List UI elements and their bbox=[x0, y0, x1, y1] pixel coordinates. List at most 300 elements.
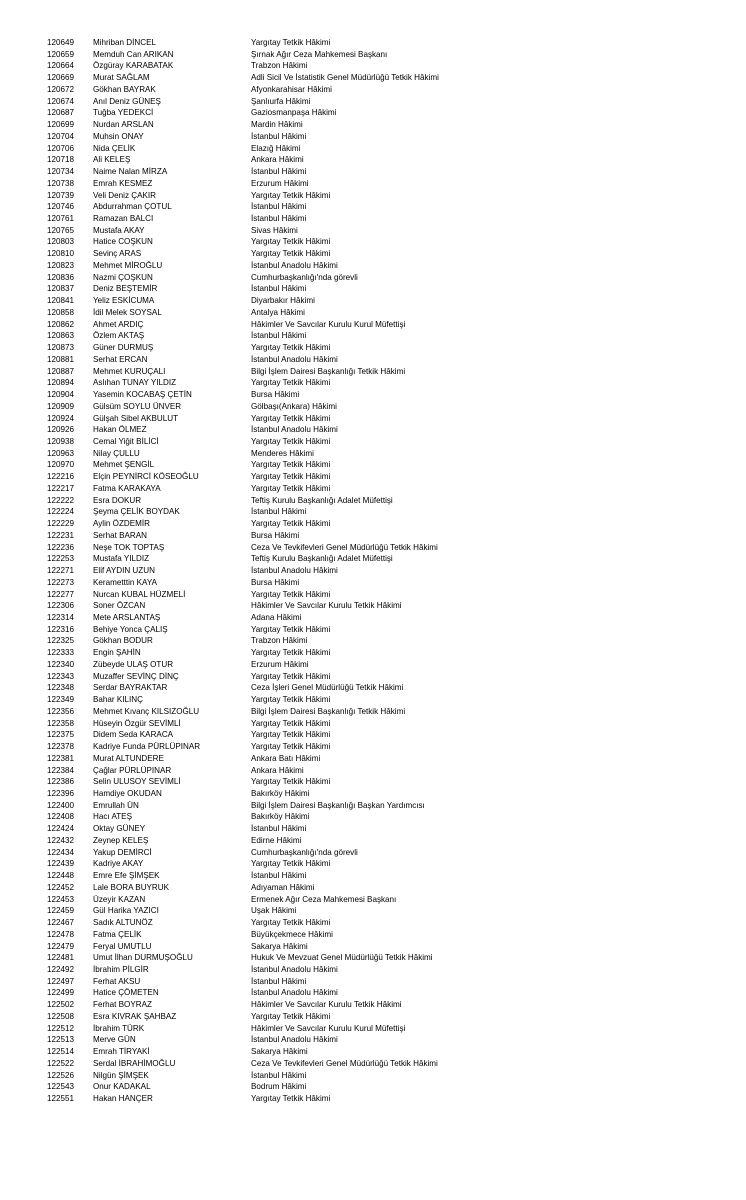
list-row bbox=[0, 741, 746, 753]
registry-number: 122236 bbox=[47, 542, 75, 552]
assigned-post: Bilgi İşlem Dairesi Başkanlığı Tetkik Hâkimi bbox=[251, 706, 406, 716]
assigned-post: Bodrum Hâkimi bbox=[251, 1082, 307, 1092]
registry-number: 120963 bbox=[47, 448, 75, 458]
person-name: Hamdiye OKUDAN bbox=[93, 789, 162, 798]
registry-number: 120734 bbox=[47, 167, 75, 177]
registry-number: 122271 bbox=[47, 566, 75, 576]
assigned-post: Uşak Hâkimi bbox=[251, 906, 297, 916]
registry-number: 120938 bbox=[47, 436, 75, 446]
assigned-post: İstanbul Hâkimi bbox=[251, 976, 307, 986]
list-row bbox=[0, 236, 746, 248]
person-name: Murat SAĞLAM bbox=[93, 73, 150, 83]
registry-number: 120746 bbox=[47, 202, 75, 212]
list-row bbox=[0, 366, 746, 378]
person-name: Zübeyde ULAŞ OTUR bbox=[93, 659, 174, 669]
person-name: Gülşah Sibel AKBULUT bbox=[93, 413, 179, 423]
person-name: Yasemin KOCABAŞ ÇETİN bbox=[93, 390, 192, 400]
list-row bbox=[0, 201, 746, 213]
person-name: Neşe TOK TOPTAŞ bbox=[93, 542, 165, 552]
list-row bbox=[0, 84, 746, 96]
assigned-post: İstanbul Hâkimi bbox=[251, 1070, 307, 1080]
person-name: Serdar BAYRAKTAR bbox=[93, 683, 168, 693]
list-row bbox=[0, 37, 746, 49]
registry-number: 120858 bbox=[47, 307, 75, 317]
person-name: Mustafa YILDIZ bbox=[93, 554, 150, 564]
list-row bbox=[0, 154, 746, 166]
list-row bbox=[0, 776, 746, 788]
assigned-post: Yargıtay Tetkik Hâkimi bbox=[251, 742, 331, 752]
person-name: Üzeyir KAZAN bbox=[93, 894, 146, 904]
list-row bbox=[0, 342, 746, 354]
list-row bbox=[0, 941, 746, 953]
list-row bbox=[0, 929, 746, 941]
list-row bbox=[0, 1081, 746, 1093]
assigned-post: İstanbul Anadolu Hâkimi bbox=[251, 354, 338, 364]
person-name: Soner ÖZCAN bbox=[93, 601, 146, 611]
registry-number: 122217 bbox=[47, 483, 75, 493]
list-row bbox=[0, 635, 746, 647]
registry-number: 122439 bbox=[47, 859, 75, 869]
assigned-post: Yargıtay Tetkik Hâkimi bbox=[251, 730, 331, 740]
assigned-post: İstanbul Hâkimi bbox=[251, 824, 307, 834]
list-row bbox=[0, 506, 746, 518]
person-name: Nida ÇELİK bbox=[93, 143, 136, 153]
person-name: Hacı ATEŞ bbox=[93, 812, 132, 822]
assigned-post: Adli Sicil Ve İstatistik Genel Müdürlüğü Tetkik Hâkimi bbox=[251, 73, 439, 83]
assigned-post: Bilgi İşlem Dairesi Başkanlığı Tetkik Hâkimi bbox=[251, 366, 406, 376]
list-row bbox=[0, 612, 746, 624]
assigned-post: Bakırköy Hâkimi bbox=[251, 812, 310, 822]
list-row bbox=[0, 659, 746, 671]
list-row bbox=[0, 1034, 746, 1046]
person-name: Onur KADAKAL bbox=[93, 1082, 151, 1092]
list-row bbox=[0, 589, 746, 601]
assigned-post: Hukuk Ve Mevzuat Genel Müdürlüğü Tetkik Hâkimi bbox=[251, 953, 433, 963]
list-row bbox=[0, 847, 746, 859]
assigned-post: Trabzon Hâkimi bbox=[251, 636, 308, 646]
registry-number: 122513 bbox=[47, 1035, 75, 1045]
person-name: Gül Harika YAZICI bbox=[93, 906, 159, 916]
person-name: Sevinç ARAS bbox=[93, 249, 142, 259]
list-row bbox=[0, 424, 746, 436]
registry-number: 120887 bbox=[47, 366, 75, 376]
person-name: Mustafa AKAY bbox=[93, 225, 145, 235]
assigned-post: İstanbul Hâkimi bbox=[251, 507, 307, 517]
list-row bbox=[0, 718, 746, 730]
person-name: Özlem AKTAŞ bbox=[93, 331, 145, 341]
list-row bbox=[0, 178, 746, 190]
assigned-post: İstanbul Hâkimi bbox=[251, 284, 307, 294]
list-row bbox=[0, 905, 746, 917]
person-name: Hakan ÖLMEZ bbox=[93, 425, 147, 435]
assigned-post: Yargıtay Tetkik Hâkimi bbox=[251, 1094, 331, 1104]
list-row bbox=[0, 448, 746, 460]
assigned-post: Büyükçekmece Hâkimi bbox=[251, 929, 333, 939]
assigned-post: Gaziosmanpaşa Hâkimi bbox=[251, 108, 337, 118]
person-name: Ali KELEŞ bbox=[93, 155, 131, 165]
registry-number: 120765 bbox=[47, 225, 75, 235]
assigned-post: Mardin Hâkimi bbox=[251, 120, 303, 130]
registry-number: 120894 bbox=[47, 378, 75, 388]
assigned-post: Teftiş Kurulu Başkanlığı Adalet Müfettişi bbox=[251, 495, 393, 505]
list-row bbox=[0, 107, 746, 119]
list-row bbox=[0, 96, 746, 108]
assigned-post: Erzurum Hâkimi bbox=[251, 178, 309, 188]
list-row bbox=[0, 706, 746, 718]
list-row bbox=[0, 765, 746, 777]
registry-number: 122216 bbox=[47, 472, 75, 482]
assigned-post: İstanbul Hâkimi bbox=[251, 214, 307, 224]
person-name: Ahmet ARDIÇ bbox=[93, 319, 144, 329]
person-name: Mihriban DİNCEL bbox=[93, 38, 156, 47]
assigned-post: İstanbul Anadolu Hâkimi bbox=[251, 260, 338, 270]
person-name: Zeynep KELEŞ bbox=[93, 835, 149, 845]
person-name: Nurdan ARSLAN bbox=[93, 120, 154, 130]
assigned-post: Ceza İşleri Genel Müdürlüğü Tetkik Hâkimi bbox=[251, 683, 404, 693]
assigned-post: Trabzon Hâkimi bbox=[251, 61, 308, 71]
registry-number: 120862 bbox=[47, 319, 75, 329]
person-name: Bahar KILINÇ bbox=[93, 695, 143, 705]
person-name: Mehmet MİROĞLU bbox=[93, 260, 163, 270]
list-row bbox=[0, 729, 746, 741]
list-row bbox=[0, 952, 746, 964]
registry-number: 122325 bbox=[47, 636, 75, 646]
assigned-post: Bakırköy Hâkimi bbox=[251, 789, 310, 798]
person-name: Esra DOKUR bbox=[93, 495, 142, 505]
registry-number: 122348 bbox=[47, 683, 75, 693]
list-row bbox=[0, 976, 746, 988]
list-row bbox=[0, 800, 746, 812]
list-row bbox=[0, 377, 746, 389]
person-name: Anıl Deniz GÜNEŞ bbox=[93, 96, 161, 106]
list-row bbox=[0, 283, 746, 295]
assigned-post: Bursa Hâkimi bbox=[251, 390, 300, 400]
list-row bbox=[0, 835, 746, 847]
assigned-post: Yargıtay Tetkik Hâkimi bbox=[251, 343, 331, 353]
person-name: Mehmet KURUÇALI bbox=[93, 366, 166, 376]
assigned-post: Yargıtay Tetkik Hâkimi bbox=[251, 671, 331, 681]
list-row bbox=[0, 260, 746, 272]
person-name: Mete ARSLANTAŞ bbox=[93, 612, 161, 622]
list-row bbox=[0, 917, 746, 929]
person-name: Abdurrahman ÇOTUL bbox=[93, 202, 172, 212]
registry-number: 120836 bbox=[47, 272, 75, 282]
registry-number: 122502 bbox=[47, 1000, 75, 1010]
assigned-post: Hâkimler Ve Savcılar Kurulu Kurul Müfettişi bbox=[251, 1023, 406, 1033]
registry-number: 122396 bbox=[47, 789, 75, 798]
registry-number: 122231 bbox=[47, 530, 75, 540]
list-row bbox=[0, 1023, 746, 1035]
registry-number: 122424 bbox=[47, 824, 75, 834]
assigned-post: Hâkimler Ve Savcılar Kurulu Tetkik Hâkimi bbox=[251, 1000, 402, 1010]
person-name: Ferhat BOYRAZ bbox=[93, 1000, 152, 1010]
list-row bbox=[0, 647, 746, 659]
assigned-post: Antalya Hâkimi bbox=[251, 307, 305, 317]
registry-number: 120669 bbox=[47, 73, 75, 83]
registry-number: 122543 bbox=[47, 1082, 75, 1092]
registry-number: 120873 bbox=[47, 343, 75, 353]
list-row bbox=[0, 401, 746, 413]
registry-number: 120738 bbox=[47, 178, 75, 188]
registry-number: 122358 bbox=[47, 718, 75, 728]
list-row bbox=[0, 530, 746, 542]
registry-number: 120664 bbox=[47, 61, 75, 71]
list-row bbox=[0, 964, 746, 976]
assigned-post: Yargıtay Tetkik Hâkimi bbox=[251, 624, 331, 634]
assigned-post: İstanbul Hâkimi bbox=[251, 167, 307, 177]
list-row bbox=[0, 671, 746, 683]
registry-number: 122384 bbox=[47, 765, 75, 775]
person-name: Özgüray KARABATAK bbox=[93, 61, 174, 71]
list-row bbox=[0, 694, 746, 706]
registry-number: 122526 bbox=[47, 1070, 75, 1080]
assigned-post: Sakarya Hâkimi bbox=[251, 1047, 308, 1057]
registry-number: 122522 bbox=[47, 1058, 75, 1068]
person-name: Kerametttin KAYA bbox=[93, 577, 158, 587]
registry-number: 120909 bbox=[47, 401, 75, 411]
appointment-list bbox=[0, 37, 746, 1105]
registry-number: 122478 bbox=[47, 929, 75, 939]
assigned-post: Yargıtay Tetkik Hâkimi bbox=[251, 483, 331, 493]
registry-number: 122499 bbox=[47, 988, 75, 998]
registry-number: 120672 bbox=[47, 84, 75, 94]
registry-number: 122222 bbox=[47, 495, 75, 505]
registry-number: 120924 bbox=[47, 413, 75, 423]
registry-number: 120837 bbox=[47, 284, 75, 294]
list-row bbox=[0, 542, 746, 554]
list-row bbox=[0, 119, 746, 131]
person-name: Oktay GÜNEY bbox=[93, 824, 146, 834]
list-row bbox=[0, 248, 746, 260]
list-row bbox=[0, 682, 746, 694]
registry-number: 122314 bbox=[47, 612, 75, 622]
person-name: Elif AYDIN UZUN bbox=[93, 566, 155, 576]
list-row bbox=[0, 577, 746, 589]
list-row bbox=[0, 413, 746, 425]
registry-number: 120699 bbox=[47, 120, 75, 130]
registry-number: 122378 bbox=[47, 742, 75, 752]
assigned-post: Yargıtay Tetkik Hâkimi bbox=[251, 695, 331, 705]
assigned-post: Yargıtay Tetkik Hâkimi bbox=[251, 718, 331, 728]
person-name: Engin ŞAHİN bbox=[93, 648, 141, 658]
list-row bbox=[0, 295, 746, 307]
person-name: Naime Nalan MİRZA bbox=[93, 167, 168, 177]
list-row bbox=[0, 811, 746, 823]
person-name: Nilgün ŞİMŞEK bbox=[93, 1070, 149, 1080]
list-row bbox=[0, 143, 746, 155]
list-row bbox=[0, 1011, 746, 1023]
person-name: Serdal İBRAHİMOĞLU bbox=[93, 1058, 176, 1068]
registry-number: 120704 bbox=[47, 131, 75, 141]
person-name: Hüseyin Özgür SEVİMLİ bbox=[93, 718, 181, 728]
list-row bbox=[0, 553, 746, 565]
person-name: Merve GÜN bbox=[93, 1035, 136, 1045]
registry-number: 122432 bbox=[47, 835, 75, 845]
list-row bbox=[0, 319, 746, 331]
list-row bbox=[0, 272, 746, 284]
registry-number: 120659 bbox=[47, 49, 75, 59]
registry-number: 122224 bbox=[47, 507, 75, 517]
person-name: İdil Melek SOYSAL bbox=[93, 307, 162, 317]
person-name: Gökhan BODUR bbox=[93, 636, 153, 646]
person-name: Elçin PEYNİRCİ KÖSEOĞLU bbox=[93, 472, 199, 482]
list-row bbox=[0, 495, 746, 507]
person-name: İbrahim PİLGİR bbox=[93, 965, 149, 975]
list-row bbox=[0, 858, 746, 870]
person-name: Cemal Yiğit BİLİCİ bbox=[93, 436, 159, 446]
assigned-post: Bursa Hâkimi bbox=[251, 530, 300, 540]
registry-number: 120863 bbox=[47, 331, 75, 341]
registry-number: 122434 bbox=[47, 847, 75, 857]
assigned-post: Hâkimler Ve Savcılar Kurulu Kurul Müfettişi bbox=[251, 319, 406, 329]
assigned-post: Bilgi İşlem Dairesi Başkanlığı Başkan Yardımcısı bbox=[251, 800, 425, 810]
person-name: Yeliz ESKİCUMA bbox=[93, 296, 155, 306]
person-name: Selin ULUSOY SEVİMLİ bbox=[93, 777, 181, 787]
registry-number: 122316 bbox=[47, 624, 75, 634]
assigned-post: Cumhurbaşkanlığı'nda görevli bbox=[251, 847, 358, 857]
registry-number: 120706 bbox=[47, 143, 75, 153]
assigned-post: Yargıtay Tetkik Hâkimi bbox=[251, 918, 331, 928]
assigned-post: Yargıtay Tetkik Hâkimi bbox=[251, 413, 331, 423]
person-name: Muzaffer SEVİNÇ DİNÇ bbox=[93, 671, 179, 681]
person-name: Emrullah ÜN bbox=[93, 800, 139, 810]
registry-number: 122479 bbox=[47, 941, 75, 951]
assigned-post: Yargıtay Tetkik Hâkimi bbox=[251, 648, 331, 658]
registry-number: 122448 bbox=[47, 871, 75, 881]
registry-number: 122459 bbox=[47, 906, 75, 916]
person-name: Emrah KESMEZ bbox=[93, 178, 153, 188]
registry-number: 122551 bbox=[47, 1094, 75, 1104]
registry-number: 122512 bbox=[47, 1023, 75, 1033]
person-name: Lale BORA BUYRUK bbox=[93, 882, 170, 892]
list-row bbox=[0, 753, 746, 765]
registry-number: 122481 bbox=[47, 953, 75, 963]
assigned-post: Sivas Hâkimi bbox=[251, 225, 298, 235]
assigned-post: Yargıtay Tetkik Hâkimi bbox=[251, 38, 331, 47]
assigned-post: Yargıtay Tetkik Hâkimi bbox=[251, 1011, 331, 1021]
assigned-post: Bursa Hâkimi bbox=[251, 577, 300, 587]
assigned-post: Elazığ Hâkimi bbox=[251, 143, 301, 153]
person-name: Mehmet Kıvanç KILSIZOĞLU bbox=[93, 706, 200, 716]
list-row bbox=[0, 999, 746, 1011]
registry-number: 122375 bbox=[47, 730, 75, 740]
list-row bbox=[0, 471, 746, 483]
registry-number: 122452 bbox=[47, 882, 75, 892]
list-row bbox=[0, 788, 746, 800]
registry-number: 120649 bbox=[47, 38, 75, 47]
assigned-post: Edirne Hâkimi bbox=[251, 835, 302, 845]
list-row bbox=[0, 225, 746, 237]
person-name: Serhat ERCAN bbox=[93, 354, 148, 364]
person-name: Gülsüm SOYLU ÜNVER bbox=[93, 401, 182, 411]
person-name: Esra KIVRAK ŞAHBAZ bbox=[93, 1011, 177, 1021]
registry-number: 120881 bbox=[47, 354, 75, 364]
assigned-post: İstanbul Anadolu Hâkimi bbox=[251, 566, 338, 576]
assigned-post: Yargıtay Tetkik Hâkimi bbox=[251, 237, 331, 247]
assigned-post: Yargıtay Tetkik Hâkimi bbox=[251, 436, 331, 446]
registry-number: 120926 bbox=[47, 425, 75, 435]
assigned-post: Yargıtay Tetkik Hâkimi bbox=[251, 589, 331, 599]
registry-number: 122400 bbox=[47, 800, 75, 810]
person-name: Aylin ÖZDEMİR bbox=[93, 519, 150, 529]
registry-number: 122306 bbox=[47, 601, 75, 611]
registry-number: 122508 bbox=[47, 1011, 75, 1021]
assigned-post: Yargıtay Tetkik Hâkimi bbox=[251, 777, 331, 787]
registry-number: 122356 bbox=[47, 706, 75, 716]
list-row bbox=[0, 354, 746, 366]
person-name: Nurcan KUBAL HÜZMELİ bbox=[93, 589, 186, 599]
person-name: Nazmi ÇOŞKUN bbox=[93, 272, 153, 282]
list-row bbox=[0, 1093, 746, 1105]
list-row bbox=[0, 870, 746, 882]
assigned-post: Hâkimler Ve Savcılar Kurulu Tetkik Hâkimi bbox=[251, 601, 402, 611]
list-row bbox=[0, 882, 746, 894]
registry-number: 120674 bbox=[47, 96, 75, 106]
list-row bbox=[0, 307, 746, 319]
registry-number: 122340 bbox=[47, 659, 75, 669]
person-name: Emrah TİRYAKİ bbox=[93, 1047, 150, 1057]
assigned-post: Gölbaşı(Ankara) Hâkimi bbox=[251, 401, 337, 411]
registry-number: 120841 bbox=[47, 296, 75, 306]
assigned-post: İstanbul Anadolu Hâkimi bbox=[251, 988, 338, 998]
person-name: Deniz BEŞTEMİR bbox=[93, 284, 158, 294]
assigned-post: Yargıtay Tetkik Hâkimi bbox=[251, 190, 331, 200]
person-name: Muhsin ONAY bbox=[93, 131, 144, 141]
person-name: Hatice COŞKUN bbox=[93, 237, 153, 247]
assigned-post: Yargıtay Tetkik Hâkimi bbox=[251, 378, 331, 388]
registry-number: 120761 bbox=[47, 214, 75, 224]
assigned-post: Ceza Ve Tevkifevleri Genel Müdürlüğü Tetkik Hâkimi bbox=[251, 1058, 438, 1068]
registry-number: 122497 bbox=[47, 976, 75, 986]
assigned-post: Ankara Hâkimi bbox=[251, 765, 304, 775]
list-row bbox=[0, 894, 746, 906]
list-row bbox=[0, 213, 746, 225]
registry-number: 122453 bbox=[47, 894, 75, 904]
person-name: Hakan HANÇER bbox=[93, 1094, 153, 1104]
assigned-post: Ermenek Ağır Ceza Mahkemesi Başkanı bbox=[251, 894, 397, 904]
list-row bbox=[0, 459, 746, 471]
list-row bbox=[0, 987, 746, 999]
assigned-post: Şırnak Ağır Ceza Mahkemesi Başkanı bbox=[251, 49, 388, 59]
person-name: Hatice ÇÖMETEN bbox=[93, 988, 159, 998]
assigned-post: Sakarya Hâkimi bbox=[251, 941, 308, 951]
list-row bbox=[0, 1046, 746, 1058]
registry-number: 122253 bbox=[47, 554, 75, 564]
registry-number: 120810 bbox=[47, 249, 75, 259]
list-row bbox=[0, 565, 746, 577]
registry-number: 122229 bbox=[47, 519, 75, 529]
list-row bbox=[0, 600, 746, 612]
assigned-post: Afyonkarahisar Hâkimi bbox=[251, 84, 332, 94]
list-row bbox=[0, 1070, 746, 1082]
list-row bbox=[0, 60, 746, 72]
person-name: Murat ALTUNDERE bbox=[93, 753, 164, 763]
list-row bbox=[0, 131, 746, 143]
person-name: Yakup DEMİRCİ bbox=[93, 847, 152, 857]
registry-number: 122349 bbox=[47, 695, 75, 705]
person-name: Şeyma ÇELİK BOYDAK bbox=[93, 507, 180, 517]
person-name: Çağlar PÜRLÜPINAR bbox=[93, 765, 172, 775]
person-name: Kadriye AKAY bbox=[93, 859, 144, 869]
assigned-post: İstanbul Hâkimi bbox=[251, 331, 307, 341]
assigned-post: İstanbul Anadolu Hâkimi bbox=[251, 1035, 338, 1045]
list-row bbox=[0, 624, 746, 636]
person-name: Aslıhan TUNAY YILDIZ bbox=[93, 378, 177, 388]
person-name: İbrahim TÜRK bbox=[93, 1023, 145, 1033]
assigned-post: Erzurum Hâkimi bbox=[251, 659, 309, 669]
registry-number: 122273 bbox=[47, 577, 75, 587]
assigned-post: Yargıtay Tetkik Hâkimi bbox=[251, 249, 331, 259]
